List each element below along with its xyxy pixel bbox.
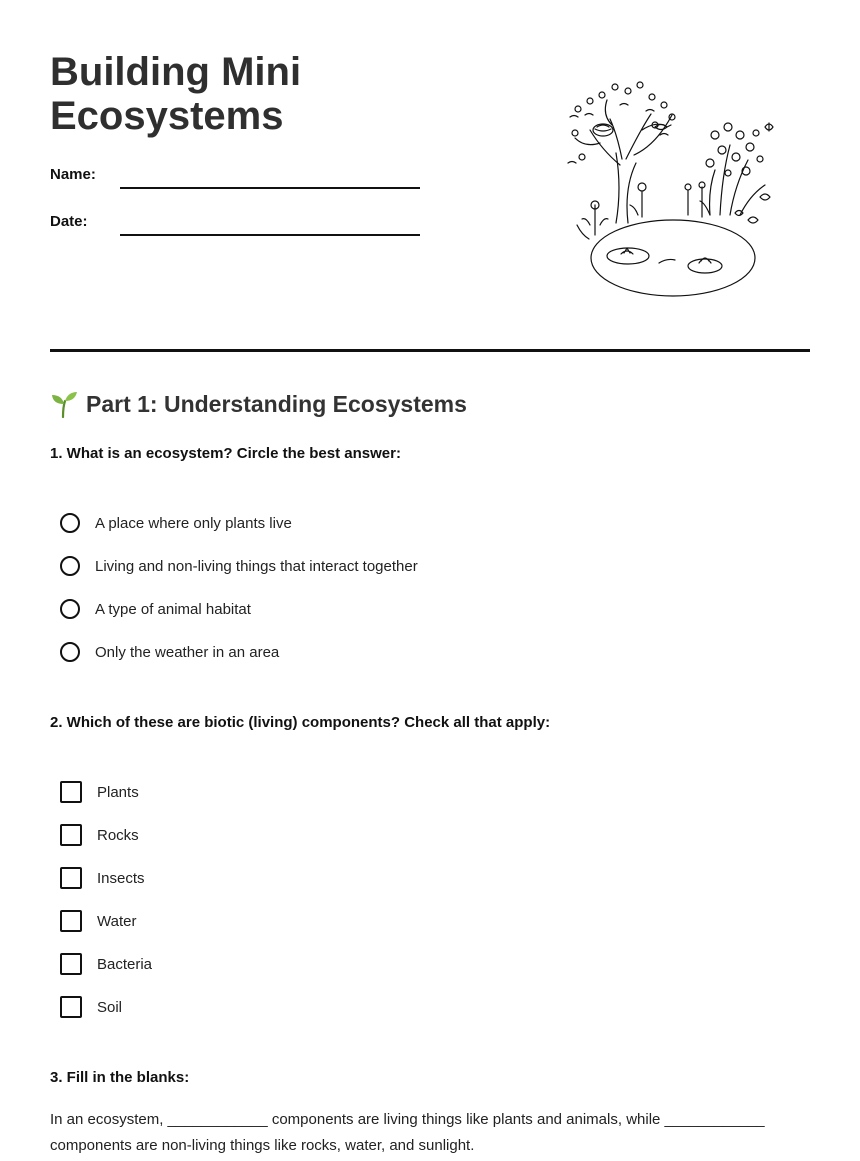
radio-circle[interactable] [60,642,80,662]
part1-title: Part 1: Understanding Ecosystems [86,390,467,417]
option-label: Only the weather in an area [95,643,280,661]
seedling-icon [50,390,78,418]
q1-option-2[interactable] [60,553,418,579]
name-label: Name: [50,166,96,183]
checkbox[interactable] [60,953,82,975]
part1-heading [50,388,467,420]
option-label: Insects [97,869,145,887]
option-label: Water [97,912,137,930]
worksheet-title: Building Mini Ecosystems [50,50,302,138]
q2-option-water[interactable] [60,908,136,934]
question-1-prompt: 1. What is an ecosystem? Circle the best answer: [50,445,401,462]
radio-circle[interactable] [60,599,80,619]
fill-in-blank-text[interactable]: In an ecosystem, ____________ components are living things like plants and animals, while ____________ components are non-living things like rocks, water, and sunlight. [50,1111,765,1154]
checkbox[interactable] [60,824,82,846]
option-label: Bacteria [97,955,153,973]
option-label: Soil [97,998,123,1016]
checkbox[interactable] [60,867,82,889]
date-blank-line[interactable] [120,234,420,236]
question-3-prompt: 3. Fill in the blanks: [50,1069,190,1086]
name-blank-line[interactable] [120,187,420,189]
option-label: A place where only plants live [95,514,292,532]
q2-option-bacteria[interactable] [60,951,152,977]
q1-option-4[interactable] [60,639,279,665]
q2-option-plants[interactable] [60,779,139,805]
q1-option-1[interactable] [60,510,292,536]
q2-option-soil[interactable] [60,994,122,1020]
option-label: Rocks [97,826,139,844]
checkbox[interactable] [60,910,82,932]
option-label: A type of animal habitat [95,600,251,618]
date-field [50,212,420,242]
checkbox[interactable] [60,996,82,1018]
worksheet-page [50,0,810,1161]
question-2-prompt: 2. Which of these are biotic (living) components? Check all that apply: [50,714,551,731]
section-divider [50,349,810,352]
radio-circle[interactable] [60,513,80,533]
q2-option-rocks[interactable] [60,822,139,848]
option-label: Plants [97,783,139,801]
ecosystem-illustration [560,75,790,305]
q2-option-insects[interactable] [60,865,145,891]
date-label: Date: [50,213,88,230]
q1-option-3[interactable] [60,596,251,622]
radio-circle[interactable] [60,556,80,576]
name-field [50,165,420,195]
checkbox[interactable] [60,781,82,803]
option-label: Living and non-living things that interact together [95,557,418,575]
